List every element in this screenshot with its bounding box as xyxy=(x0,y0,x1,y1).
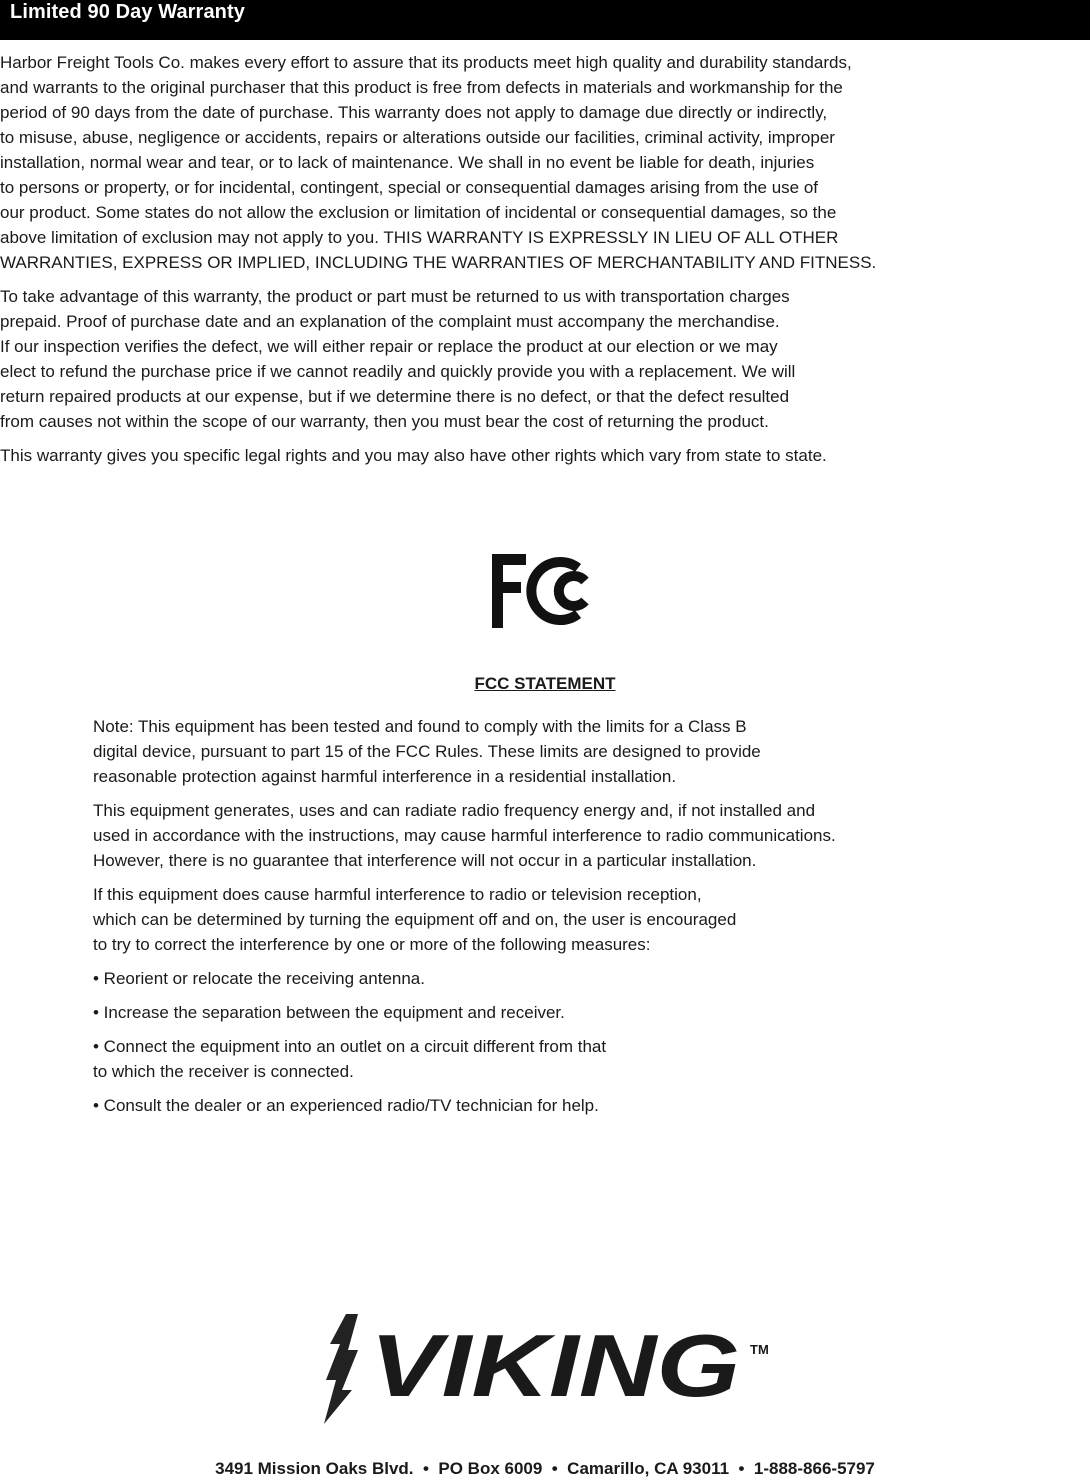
lightning-bolt-icon xyxy=(324,1314,358,1424)
warranty-header-bar xyxy=(0,0,1090,40)
fcc-paragraph: Note: This equipment has been tested and found to comply with the limits for a Class B digital device, pursuant to part 15 of the FCC Rules. These limits are designed to provide reasonable protection against harmful interference in a residential installation. xyxy=(93,717,761,786)
warranty-paragraph: To take advantage of this warranty, the product or part must be returned to us with transportation charges prepaid. Proof of purchase date and an explanation of the complaint must accompany the merchandise. If our inspection verifies the defect, we will either repair or replace the product at our election or we may elect to refund the purchase price if we cannot readily and quickly provide you with a replacement. We will return repaired products at our expense, but if we determine there is no defect, or that the defect resulted from causes not within the scope of our warranty, then you must bear the cost of returning the product. xyxy=(0,287,796,431)
fcc-measure-item: • Reorient or relocate the receiving antenna. xyxy=(93,969,425,988)
fcc-measure-item: • Connect the equipment into an outlet on a circuit different from that to which the receiver is connected. xyxy=(93,1037,607,1081)
warranty-text xyxy=(0,50,1090,477)
fcc-measure-item: • Increase the separation between the equipment and receiver. xyxy=(93,1003,565,1022)
fcc-statement-body xyxy=(93,714,1083,1127)
fcc-paragraph: This equipment generates, uses and can radiate radio frequency energy and, if not installed and used in accordance with the instructions, may cause harmful interference to radio communications. However, there is no guarantee that interference will not occur in a particular installation. xyxy=(93,801,836,870)
warranty-paragraph: Harbor Freight Tools Co. makes every effort to assure that its products meet high quality and durability standards, and warrants to the original purchaser that this product is free from defects in materials and workmanship for the period of 90 days from the date of purchase. This warranty does not apply to damage due directly or indirectly, to misuse, abuse, negligence or accidents, repairs or alterations outside our facilities, criminal activity, improper installation, normal wear and tear, or to lack of maintenance. We shall in no event be liable for death, injuries to persons or property, or for incidental, contingent, special or consequential damages arising from the use of our product. Some states do not allow the exclusion or limitation of incidental or consequential damages, so the above limitation of exclusion may not apply to you. THIS WARRANTY IS EXPRESSLY IN LIEU OF ALL OTHER WARRANTIES, EXPRESS OR IMPLIED, INCLUDING THE WARRANTIES OF MERCHANTABILITY AND FITNESS. xyxy=(0,53,877,272)
viking-logo xyxy=(318,1310,770,1428)
warranty-title: Limited 90 Day Warranty xyxy=(10,1,245,23)
fcc-statement-title: FCC STATEMENT xyxy=(474,674,616,693)
trademark-symbol: TM xyxy=(750,1342,769,1357)
warranty-paragraph: This warranty gives you specific legal rights and you may also have other rights which vary from state to state. xyxy=(0,446,827,465)
footer-address: 3491 Mission Oaks Blvd. • PO Box 6009 • Camarillo, CA 93011 • 1-888-866-5797 xyxy=(215,1459,875,1478)
viking-wordmark: VIKING xyxy=(370,1316,740,1415)
fcc-measure-item: • Consult the dealer or an experienced radio/TV technician for help. xyxy=(93,1096,599,1115)
fcc-paragraph: If this equipment does cause harmful interference to radio or television reception, which can be determined by turning the equipment off and on, the user is encouraged to try to correct the interference by one or more of the following measures: xyxy=(93,885,737,954)
fcc-logo xyxy=(490,552,600,630)
